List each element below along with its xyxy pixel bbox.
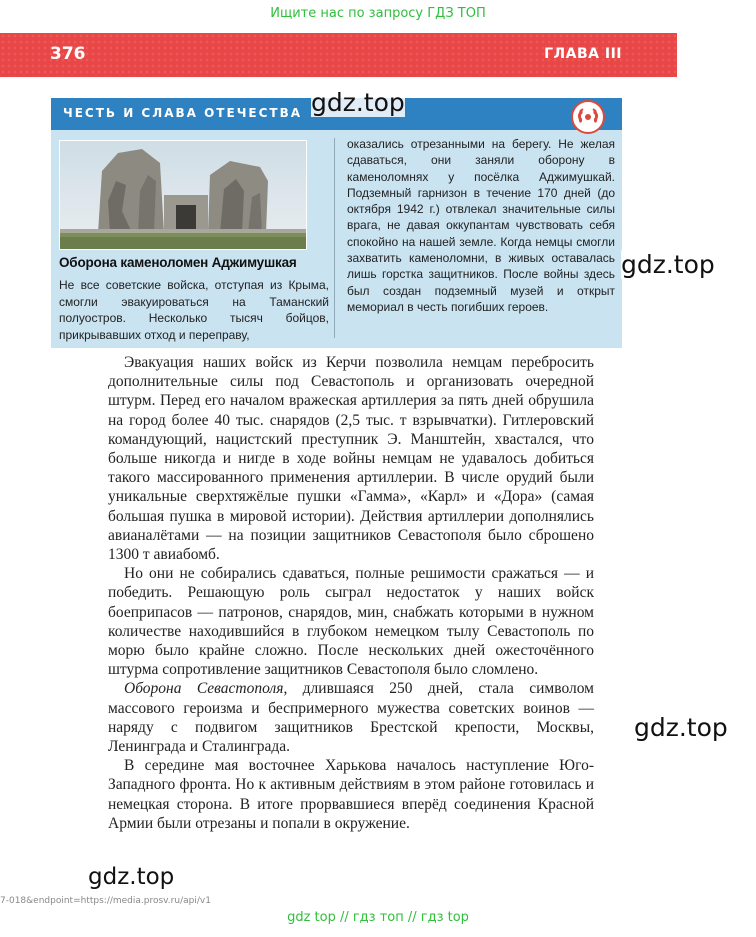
paragraph-1: Эвакуация наших войск из Керчи позволила немцам перебросить дополнительные силы под Севастополь и организовать очередной штурм. Перед его началом вражеская артиллерия за пять дней обрушила на город более 40 тыс. снарядов (2,5 тыс. т взрывчатки). Гитлеровский командующий, нацистский преступник Э. Манштейн, хвастался, что больше никогда и нигде в ходе войны немцам не удавалось добиться такого массированного применения артиллерии. В числе орудий были уникальные сверхтяжёлые пушки «Гамма», «Карл» и «Дора» (самая большая пушка в мировой истории). Действия артиллерии дополнялись авианалётами — на позиции защитников Севастополя было сброшено 1300 т авиабомб. bbox=[108, 354, 594, 564]
photo-caption: Оборона каменоломен Аджимушкая bbox=[59, 255, 297, 270]
paragraph-3-term: Оборона Севастополя bbox=[124, 680, 284, 698]
page-number: 376 bbox=[50, 44, 86, 64]
url-fragment: 7-018&endpoint=https://media.prosv.ru/api/v1 bbox=[0, 896, 211, 906]
memorial-photo bbox=[59, 140, 307, 250]
watermark: gdz.top bbox=[88, 864, 175, 890]
page-header-band bbox=[0, 33, 677, 77]
watermark: gdz.top bbox=[634, 713, 728, 742]
column-divider bbox=[334, 138, 335, 338]
top-search-link[interactable]: Ищите нас по запросу ГДЗ ТОП bbox=[270, 6, 486, 21]
sidebar-left-text: Не все советские войска, отступая из Крыма, смогли эвакуироваться на Таманский полуостров. Несколько тысяч бойцов, прикрывавших отход и переправу, bbox=[59, 278, 329, 342]
paragraph-3-body: , длившаяся 250 дней, стала символом массового героизма и беспримерного мужества советских воинов — наряду с подвигом защитников Брестской крепости, Москвы, Ленинграда и Сталинграда. bbox=[108, 680, 594, 756]
bottom-links[interactable]: gdz top // гдз топ // гдз top bbox=[287, 910, 469, 925]
paragraph-4: В середине мая восточнее Харькова началось наступление Юго-Западного фронта. Но к активным действиям в этом районе готовилась и немецкая сторона. В итоге прорвавшиеся вперёд соединения Красной Армии были отрезаны и попали в окружение. bbox=[108, 757, 594, 832]
watermark: gdz.top bbox=[621, 250, 715, 279]
main-text bbox=[108, 353, 594, 833]
watermark: gdz.top bbox=[311, 88, 405, 117]
paragraph-3 bbox=[108, 679, 594, 756]
sidebar-box bbox=[51, 98, 622, 348]
sidebar-title: ЧЕСТЬ И СЛАВА ОТЕЧЕСТВА bbox=[63, 106, 303, 120]
sidebar-right-text: оказались отрезанными на берегу. Не желая сдаваться, они заняли оборону в каменоломнях у посёлка Аджимушкай. Подземный гарнизон в течение 170 дней (до октября 1942 г.) отвлекал значительные силы врага, не давая оккупантам чувствовать себя спокойно на нашей земле. Когда немцы смогли захватить каменоломни, в живых оставалась лишь горстка защитников. После войны здесь был создан подземный музей и открыт мемориал в честь погибших героев. bbox=[347, 137, 615, 314]
paragraph-2: Но они не собирались сдаваться, полные решимости сражаться — и победить. Решающую роль сыграл недостаток у наших войск боеприпасов — патронов, снарядов, мин, снабжать которыми в нужном количестве находившийся в глубоком немецком тылу Севастополь по морю было крайне сложно. После нескольких дней ожесточённого штурма сопротивление защитников Севастополя было сломлено. bbox=[108, 565, 594, 679]
laurel-wreath-icon bbox=[571, 100, 605, 134]
chapter-label: ГЛАВА III bbox=[544, 46, 622, 62]
